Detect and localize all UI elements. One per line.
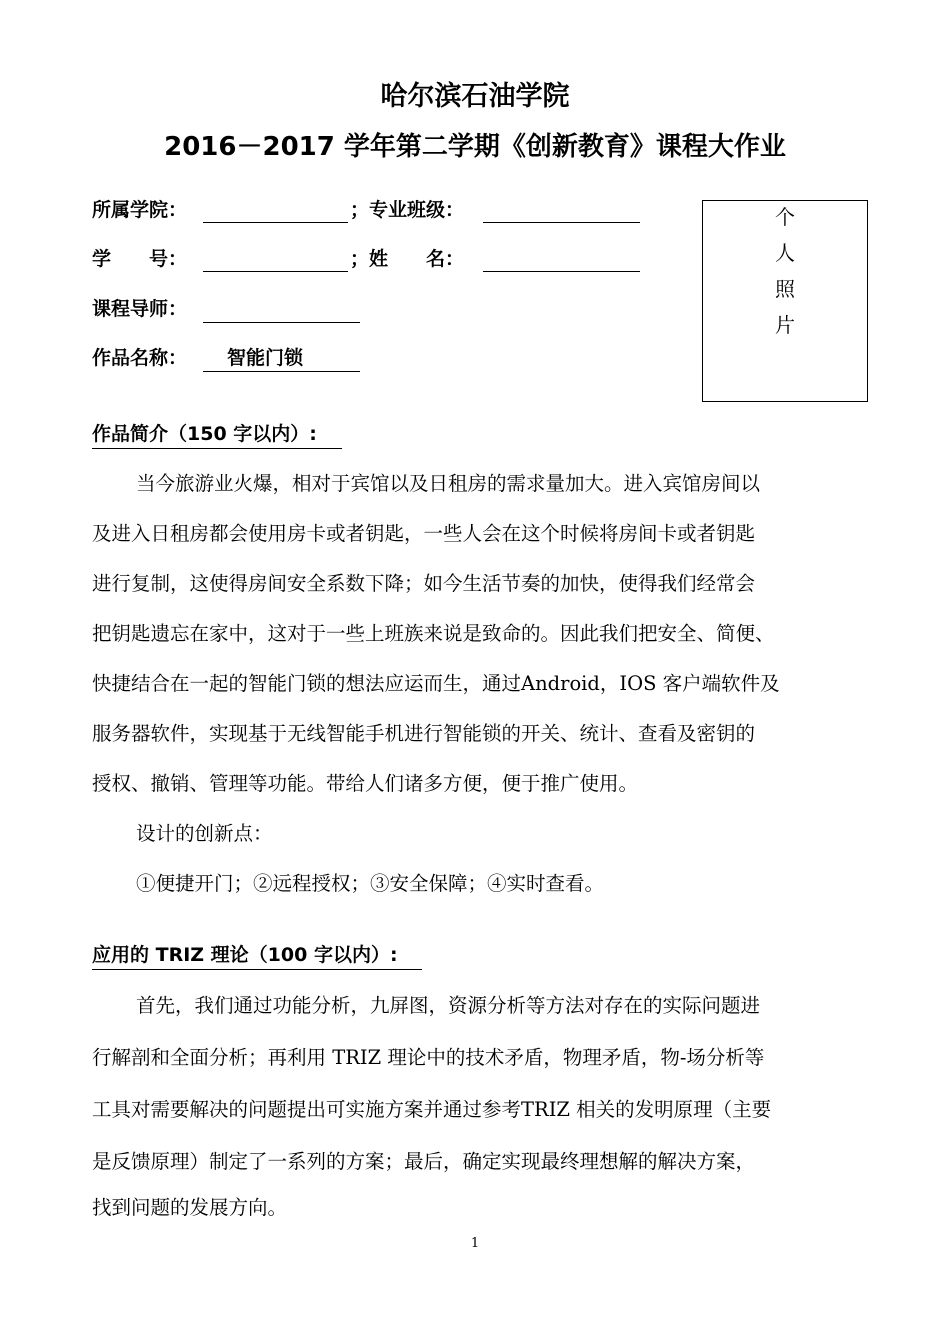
innovation-label: 设计的创新点： [136,822,273,845]
college-field[interactable] [203,196,348,223]
name-field[interactable] [483,245,640,272]
triz-heading: 应用的 TRIZ 理论（100 字以内）: [92,944,398,966]
intro-line: 及进入日租房都会使用房卡或者钥匙，一些人会在这个时候将房间卡或者钥匙 [92,522,756,545]
innovation-points-line [92,868,862,898]
photo-char: 个 [775,205,795,229]
school-title: 哈尔滨石油学院 [380,81,570,112]
advisor-label: 课程导师： [92,298,188,320]
intro-heading: 作品简介（150 字以内）: [92,423,317,445]
intro-line: 进行复制，这使得房间安全系数下降；如今生活节奏的加快，使得我们经常会 [92,572,756,595]
class-label: ；专业班级： [350,199,465,221]
assignment-title: 2016－2017 学年第二学期《创新教育》课程大作业 [164,132,786,162]
intro-heading-underline [92,448,342,449]
photo-char: 人 [775,241,795,265]
intro-line: 授权、撤销、管理等功能。带给人们诸多方便，便于推广使用。 [92,772,639,795]
intro-line: 快捷结合在一起的智能门锁的想法应运而生，通过Android，IOS 客户端软件及 [92,672,780,695]
triz-line: 是反馈原理）制定了一系列的方案；最后，确定实现最终理想解的解决方案， [92,1150,756,1173]
triz-line: 找到问题的发展方向。 [92,1196,288,1219]
work-name-value: 智能门锁 [227,347,304,369]
triz-line: 行解剖和全面分析；再利用 TRIZ 理论中的技术矛盾，物理矛盾，物-场分析等 [92,1046,765,1069]
photo-char: 片 [775,313,795,337]
photo-box [702,200,868,402]
student-id-label: 学 号： [92,248,188,270]
name-label: ；姓 名： [350,248,465,270]
intro-paragraph [92,468,862,808]
advisor-field[interactable] [203,296,360,323]
triz-heading-underline [92,969,422,970]
triz-paragraph [92,990,862,1230]
student-id-field[interactable] [203,245,348,272]
college-label: 所属学院： [92,199,188,221]
page-number: 1 [470,1236,480,1251]
intro-line: 当今旅游业火爆，相对于宾馆以及日租房的需求量加大。进入宾馆房间以 [136,472,761,495]
class-field[interactable] [483,196,640,223]
innovation-label-line [92,818,862,848]
intro-line: 把钥匙遗忘在家中，这对于一些上班族来说是致命的。因此我们把安全、简便、 [92,622,775,645]
work-name-field[interactable] [203,345,360,372]
intro-line: 服务器软件，实现基于无线智能手机进行智能锁的开关、统计、查看及密钥的 [92,722,756,745]
work-name-label: 作品名称： [92,347,188,369]
triz-line: 工具对需要解决的问题提出可实施方案并通过参考TRIZ 相关的发明原理（主要 [92,1098,772,1121]
triz-line: 首先，我们通过功能分析，九屏图，资源分析等方法对存在的实际问题进 [136,994,761,1017]
photo-char: 照 [775,277,795,301]
innovation-points: ①便捷开门；②远程授权；③安全保障；④实时查看。 [136,872,605,895]
